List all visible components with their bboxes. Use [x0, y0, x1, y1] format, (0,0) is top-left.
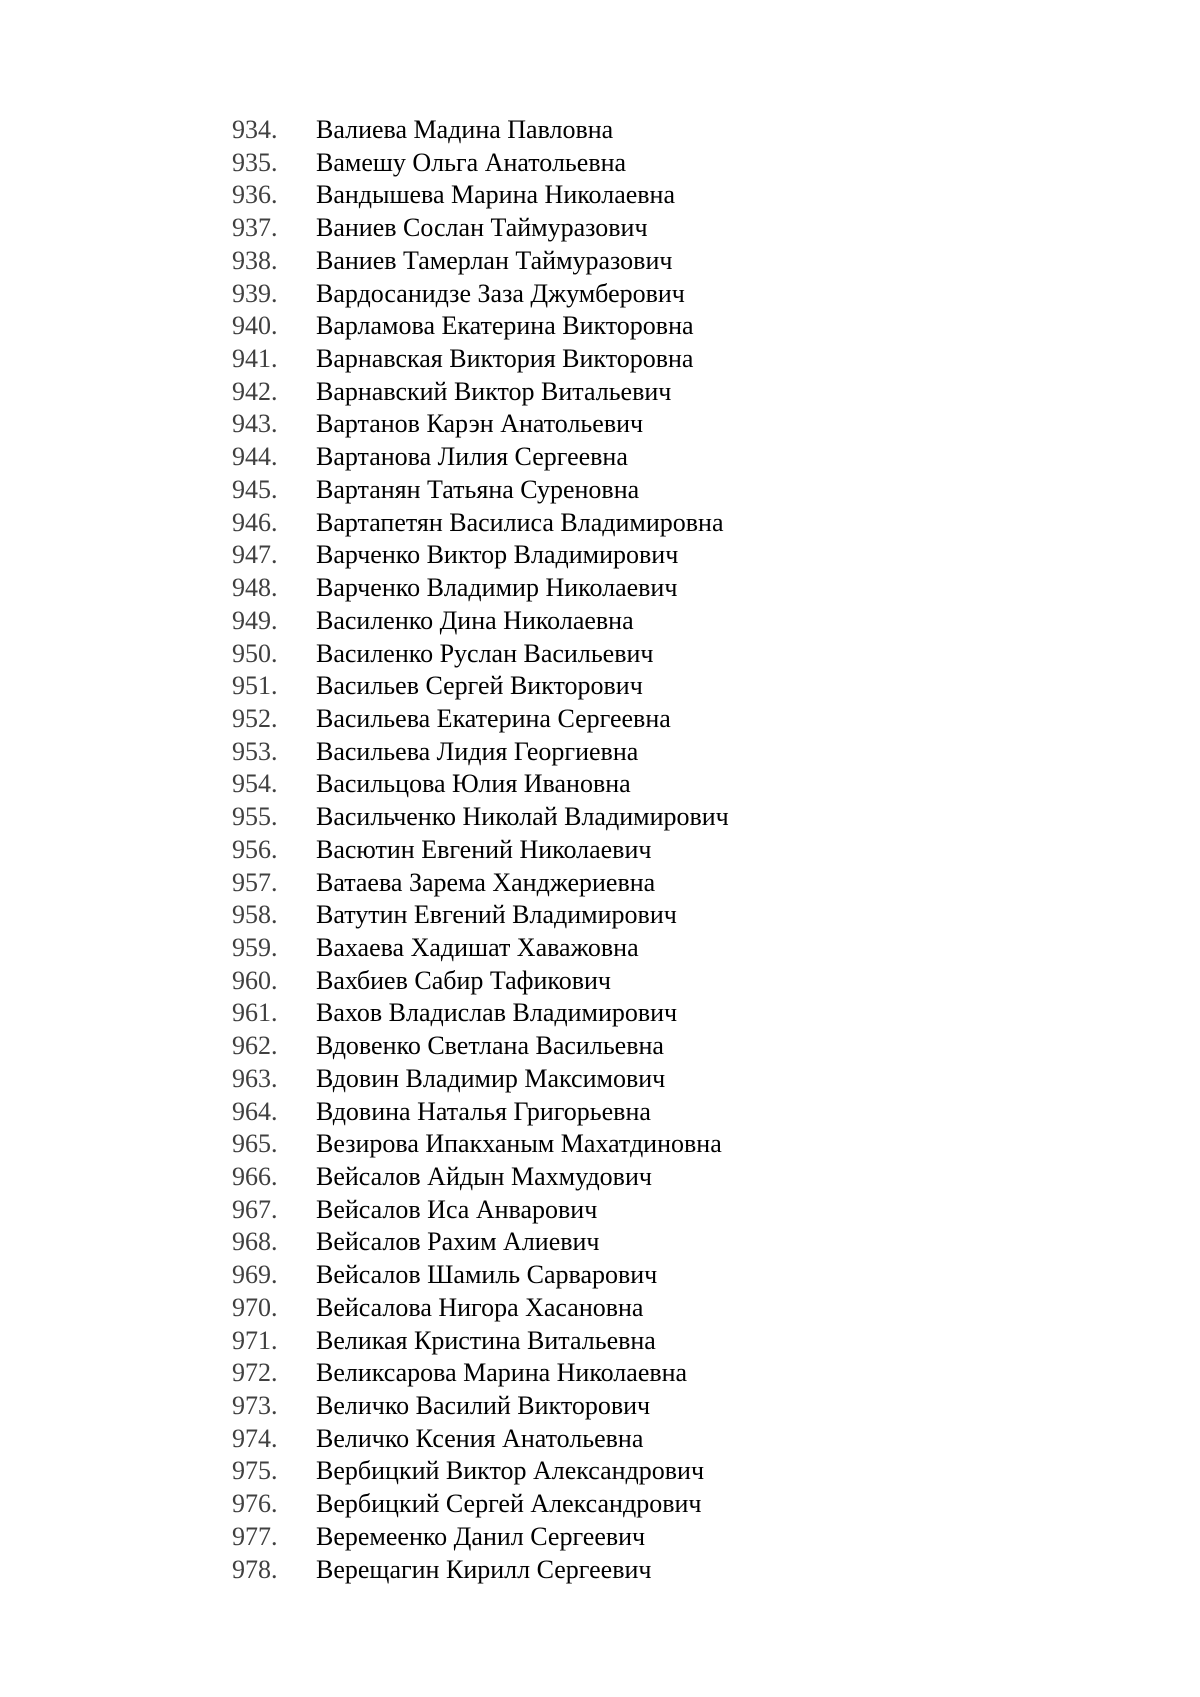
- list-item-name: Вдовенко Светлана Васильевна: [316, 1031, 664, 1061]
- list-item-number: 946.: [232, 507, 278, 537]
- list-item: [232, 1423, 729, 1456]
- list-item-number: 941.: [232, 344, 278, 374]
- list-item: [232, 278, 729, 311]
- list-item: [232, 638, 729, 671]
- list-item-name: Вахбиев Сабир Тафикович: [316, 965, 611, 995]
- list-item-name: Варнавская Виктория Викторовна: [316, 344, 694, 374]
- list-item: [232, 736, 729, 769]
- list-item: [232, 801, 729, 834]
- list-item-number: 940.: [232, 311, 278, 341]
- list-item-name: Вербицкий Виктор Александрович: [316, 1456, 705, 1486]
- list-item: [232, 1128, 729, 1161]
- list-item-name: Вандышева Марина Николаевна: [316, 180, 675, 210]
- list-item: [232, 1259, 729, 1292]
- list-item-name: Варнавский Виктор Витальевич: [316, 376, 672, 406]
- list-item-number: 966.: [232, 1162, 278, 1191]
- list-item-number: 935.: [232, 147, 278, 177]
- list-item-name: Веремеенко Данил Сергеевич: [316, 1521, 646, 1551]
- list-item-number: 952.: [232, 703, 278, 733]
- list-item-number: 958.: [232, 900, 278, 930]
- list-item-number: 948.: [232, 573, 278, 603]
- list-item-name: Вартанян Татьяна Суреновна: [316, 474, 640, 504]
- list-item: [232, 179, 729, 212]
- list-item: [232, 1226, 729, 1259]
- list-item-number: 963.: [232, 1063, 278, 1093]
- list-item: [232, 539, 729, 572]
- list-item-number: 950.: [232, 638, 278, 668]
- list-item-number: 976.: [232, 1489, 278, 1519]
- list-item-number: 960.: [232, 965, 278, 995]
- list-item-number: 967.: [232, 1194, 278, 1224]
- list-item-name: Великая Кристина Витальевна: [316, 1325, 656, 1355]
- list-item: [232, 114, 729, 147]
- list-item: [232, 408, 729, 441]
- list-item-number: 943.: [232, 409, 278, 439]
- list-item-name: Величко Ксения Анатольевна: [316, 1423, 644, 1453]
- list-item-number: 978.: [232, 1554, 278, 1584]
- list-item: [232, 376, 729, 409]
- list-item-name: Васильев Сергей Викторович: [316, 671, 643, 701]
- list-item: [232, 899, 729, 932]
- list-item-name: Вербицкий Сергей Александрович: [316, 1489, 702, 1519]
- list-item: [232, 703, 729, 736]
- list-item-number: 951.: [232, 671, 278, 701]
- list-item-name: Василенко Руслан Васильевич: [316, 638, 654, 668]
- list-item-name: Вардосанидзе Заза Джумберович: [316, 278, 685, 308]
- list-item: [232, 768, 729, 801]
- list-item: [232, 1194, 729, 1227]
- list-item-name: Величко Василий Викторович: [316, 1391, 651, 1421]
- list-item-name: Вартанов Карэн Анатольевич: [316, 409, 644, 439]
- list-item: [232, 1063, 729, 1096]
- list-item-name: Ватутин Евгений Владимирович: [316, 900, 677, 930]
- list-item: [232, 1390, 729, 1423]
- list-item: [232, 572, 729, 605]
- list-item-number: 956.: [232, 834, 278, 864]
- list-item-name: Вартапетян Василиса Владимировна: [316, 507, 724, 537]
- list-item-name: Вартанова Лилия Сергеевна: [316, 442, 628, 472]
- list-item-number: 938.: [232, 245, 278, 275]
- list-item-number: 964.: [232, 1096, 278, 1126]
- list-item-number: 955.: [232, 802, 278, 832]
- list-item-number: 977.: [232, 1521, 278, 1551]
- list-item-number: 961.: [232, 998, 278, 1028]
- list-item: [232, 1292, 729, 1325]
- list-item-number: 972.: [232, 1358, 278, 1388]
- list-item: [232, 1161, 729, 1194]
- list-item-name: Вдовин Владимир Максимович: [316, 1063, 666, 1093]
- list-item-number: 942.: [232, 376, 278, 406]
- list-item: [232, 1357, 729, 1390]
- list-item-name: Везирова Ипакханым Махатдиновна: [316, 1129, 722, 1159]
- list-item-name: Варченко Владимир Николаевич: [316, 573, 678, 603]
- list-item-number: 945.: [232, 474, 278, 504]
- list-item: [232, 441, 729, 474]
- list-item-name: Ваниев Сослан Таймуразович: [316, 213, 648, 243]
- list-item-number: 974.: [232, 1423, 278, 1453]
- list-item: [232, 1030, 729, 1063]
- list-item-name: Вейсалов Рахим Алиевич: [316, 1227, 600, 1257]
- list-item: [232, 932, 729, 965]
- list-item: [232, 1521, 729, 1554]
- list-item-number: 962.: [232, 1031, 278, 1061]
- list-item-number: 970.: [232, 1292, 278, 1322]
- list-item-name: Васютин Евгений Николаевич: [316, 834, 652, 864]
- list-item-name: Вейсалов Шамиль Сарварович: [316, 1260, 658, 1290]
- list-item: [232, 1455, 729, 1488]
- list-item-name: Варченко Виктор Владимирович: [316, 540, 679, 570]
- name-list: [232, 114, 729, 1586]
- list-item-number: 937.: [232, 213, 278, 243]
- list-item-number: 959.: [232, 932, 278, 962]
- list-item: [232, 147, 729, 180]
- list-item: [232, 507, 729, 540]
- list-item: [232, 670, 729, 703]
- list-item: [232, 997, 729, 1030]
- list-item: [232, 1488, 729, 1521]
- list-item-name: Варламова Екатерина Викторовна: [316, 311, 694, 341]
- list-item-number: 953.: [232, 736, 278, 766]
- list-item-number: 975.: [232, 1456, 278, 1486]
- list-item-number: 949.: [232, 605, 278, 635]
- list-item: [232, 212, 729, 245]
- list-item-number: 971.: [232, 1325, 278, 1355]
- list-item-number: 973.: [232, 1391, 278, 1421]
- list-item-name: Васильченко Николай Владимирович: [316, 802, 729, 832]
- list-item: [232, 1325, 729, 1358]
- list-item-number: 957.: [232, 867, 278, 897]
- list-item-name: Вейсалов Иса Анварович: [316, 1194, 598, 1224]
- list-item: [232, 605, 729, 638]
- list-item: [232, 1096, 729, 1129]
- list-item-name: Ваниев Тамерлан Таймуразович: [316, 245, 673, 275]
- list-item-number: 934.: [232, 115, 278, 144]
- list-item-number: 954.: [232, 769, 278, 799]
- list-item-name: Вахаева Хадишат Хаважовна: [316, 932, 639, 962]
- list-item: [232, 1554, 729, 1587]
- list-item-name: Вахов Владислав Владимирович: [316, 998, 678, 1028]
- list-item: [232, 343, 729, 376]
- list-item-name: Василенко Дина Николаевна: [316, 605, 634, 635]
- list-item-number: 939.: [232, 278, 278, 308]
- list-item-number: 947.: [232, 540, 278, 570]
- list-item: [232, 310, 729, 343]
- list-item-number: 936.: [232, 180, 278, 210]
- list-item-name: Ватаева Зарема Ханджериевна: [316, 867, 656, 897]
- list-item-number: 944.: [232, 442, 278, 472]
- list-item-name: Валиева Мадина Павловна: [316, 115, 614, 144]
- list-item-name: Вамешу Ольга Анатольевна: [316, 147, 627, 177]
- list-item: [232, 834, 729, 867]
- list-item-name: Верещагин Кирилл Сергеевич: [316, 1554, 652, 1584]
- list-item: [232, 965, 729, 998]
- list-item-name: Вейсалов Айдын Махмудович: [316, 1162, 652, 1191]
- list-item-name: Васильцова Юлия Ивановна: [316, 769, 631, 799]
- list-item: [232, 474, 729, 507]
- list-item-number: 965.: [232, 1129, 278, 1159]
- list-item-name: Васильева Екатерина Сергеевна: [316, 703, 671, 733]
- list-item: [232, 245, 729, 278]
- list-item-name: Васильева Лидия Георгиевна: [316, 736, 639, 766]
- list-item-number: 968.: [232, 1227, 278, 1257]
- list-item: [232, 867, 729, 900]
- list-item-name: Вдовина Наталья Григорьевна: [316, 1096, 651, 1126]
- list-item-name: Великсарова Марина Николаевна: [316, 1358, 688, 1388]
- list-item-number: 969.: [232, 1260, 278, 1290]
- list-item-name: Вейсалова Нигора Хасановна: [316, 1292, 644, 1322]
